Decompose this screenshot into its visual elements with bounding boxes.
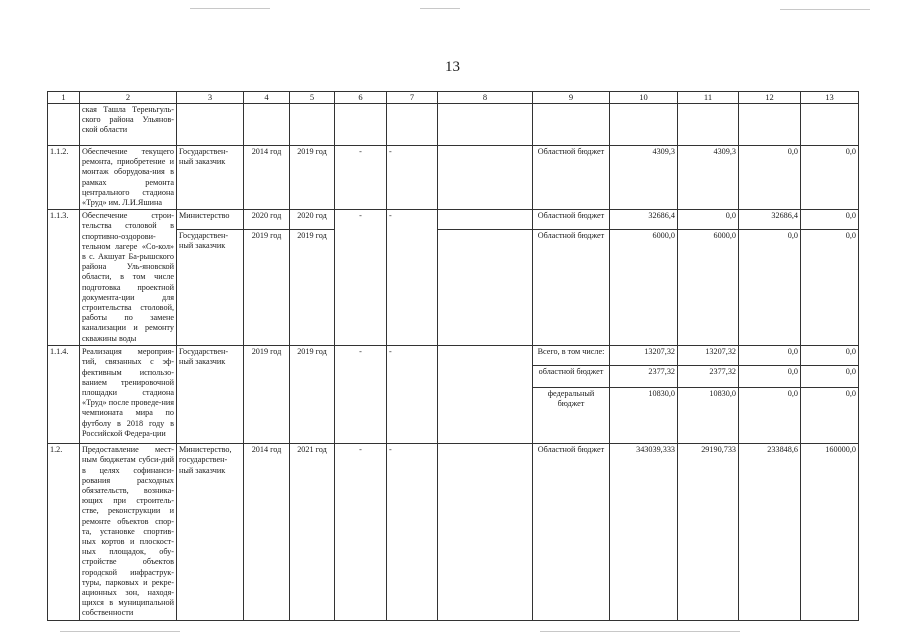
- cell-end: 2019 год: [290, 346, 335, 444]
- table-row: [48, 346, 859, 366]
- cell-c7: -: [387, 346, 438, 444]
- cell-c8: [438, 230, 533, 346]
- cell-c12: 0,0: [739, 230, 801, 346]
- cell-c7: -: [387, 444, 438, 620]
- cell-name: ская Ташла Тереньгуль-ского района Ульянов-ской области: [80, 104, 177, 146]
- cell-c11: 2377,32: [678, 366, 739, 388]
- cell-c11: 0,0: [678, 210, 739, 230]
- cell-start: 2019 год: [244, 230, 290, 346]
- cell-name: Предоставление мест-ным бюджетам субси-дий в целях софинанси-рования расходных обязательств, возника-ющих при строитель-стве, реконструкции и ремонте объектов спор-та, установке спортив-ных кортов и плоскост-ных площадок, обу-стройстве объектов городской инфраструк-туры, парковых и рекре-ационных зон, находя-щихся в муниципальной собственности: [80, 444, 177, 620]
- cell-end: 2020 год: [290, 210, 335, 230]
- cell-c8: [438, 146, 533, 210]
- cell-id: [48, 104, 80, 146]
- header-cell: 8: [438, 92, 533, 104]
- cell-c11: 29190,733: [678, 444, 739, 620]
- budget-table: [47, 91, 859, 621]
- cell-c13: 160000,0: [801, 444, 859, 620]
- table-row: [48, 444, 859, 620]
- cell-end: 2021 год: [290, 444, 335, 620]
- cell-fin-label: федеральный бюджет: [533, 388, 610, 444]
- header-cell: 12: [739, 92, 801, 104]
- header-cell: 3: [177, 92, 244, 104]
- cell-c6: -: [335, 346, 387, 444]
- cell-c10: 32686,4: [610, 210, 678, 230]
- cell-c11: [678, 104, 739, 146]
- cell-c11: 13207,32: [678, 346, 739, 366]
- cell-c13: 0,0: [801, 346, 859, 366]
- header-cell: 13: [801, 92, 859, 104]
- cell-start: 2014 год: [244, 444, 290, 620]
- cell-c10: 10830,0: [610, 388, 678, 444]
- cell-c7: -: [387, 146, 438, 210]
- cell-end: [290, 104, 335, 146]
- cell-c8: [438, 444, 533, 620]
- cell-c10: 343039,333: [610, 444, 678, 620]
- cell-c12: 0,0: [739, 388, 801, 444]
- table-row: [48, 146, 859, 210]
- cell-c12: 233848,6: [739, 444, 801, 620]
- scan-artifact: [780, 9, 870, 10]
- cell-c6: -: [335, 444, 387, 620]
- cell-name: Обеспечение текущего ремонта, приобретение и монтаж оборудова-ния в рамках ремонта центрального стадиона «Труд» им. Л.И.Яшина: [80, 146, 177, 210]
- header-cell: 11: [678, 92, 739, 104]
- cell-c13: 0,0: [801, 146, 859, 210]
- cell-c8: [438, 346, 533, 444]
- cell-c10: [610, 104, 678, 146]
- cell-c6: -: [335, 210, 387, 346]
- cell-c6: -: [335, 146, 387, 210]
- scan-artifact: [540, 631, 740, 632]
- cell-c10: 6000,0: [610, 230, 678, 346]
- header-cell: 1: [48, 92, 80, 104]
- cell-c13: [801, 104, 859, 146]
- cell-c13: 0,0: [801, 210, 859, 230]
- cell-end: 2019 год: [290, 230, 335, 346]
- cell-id: 1.1.3.: [48, 210, 80, 346]
- cell-id: 1.2.: [48, 444, 80, 620]
- cell-start: 2019 год: [244, 346, 290, 444]
- header-cell: 4: [244, 92, 290, 104]
- header-cell: 6: [335, 92, 387, 104]
- header-cell: 5: [290, 92, 335, 104]
- cell-c12: 0,0: [739, 366, 801, 388]
- cell-c10: 13207,32: [610, 346, 678, 366]
- header-cell: 10: [610, 92, 678, 104]
- cell-c6: [335, 104, 387, 146]
- cell-name: Обеспечение строи-тельства столовой в спортивно-оздорови-тельном лагере «Со-кол» в с. Акшуат Ба-рышского района Уль-яновской области, в том числе подготовка проектной документа-ции для строительства столовой, работы по замене канализации и ремонту скважины воды: [80, 210, 177, 346]
- cell-dept: [177, 104, 244, 146]
- cell-c12: 0,0: [739, 146, 801, 210]
- cell-c8: [438, 104, 533, 146]
- cell-dept: Государствен-ный заказчик: [177, 230, 244, 346]
- cell-dept: Государствен-ный заказчик: [177, 146, 244, 210]
- cell-c7: -: [387, 210, 438, 346]
- cell-c10: 4309,3: [610, 146, 678, 210]
- table-row: [48, 104, 859, 146]
- cell-c12: [739, 104, 801, 146]
- cell-fin-label: Областной бюджет: [533, 444, 610, 620]
- cell-start: [244, 104, 290, 146]
- cell-end: 2019 год: [290, 146, 335, 210]
- header-cell: 2: [80, 92, 177, 104]
- cell-fin-label: Областной бюджет: [533, 230, 610, 346]
- cell-dept: Министерство: [177, 210, 244, 230]
- scan-artifact: [60, 631, 180, 632]
- table-row: [48, 210, 859, 230]
- header-row: [48, 92, 859, 104]
- cell-c11: 6000,0: [678, 230, 739, 346]
- scan-artifact: [190, 8, 270, 9]
- cell-start: 2014 год: [244, 146, 290, 210]
- cell-c11: 10830,0: [678, 388, 739, 444]
- cell-start: 2020 год: [244, 210, 290, 230]
- cell-fin-label: Областной бюджет: [533, 146, 610, 210]
- cell-fin-label: [533, 104, 610, 146]
- header-cell: 9: [533, 92, 610, 104]
- cell-c12: 0,0: [739, 346, 801, 366]
- cell-dept: Государствен-ный заказчик: [177, 346, 244, 444]
- cell-name: Реализация мероприя-тий, связанных с эф-фективным использо-ванием тренировочной площадки стадиона «Труд» после проведе-ния чемпионата мира по футболу в 2018 году в Российской Федера-ции: [80, 346, 177, 444]
- cell-c13: 0,0: [801, 388, 859, 444]
- cell-fin-label: Всего, в том числе:: [533, 346, 610, 366]
- cell-c13: 0,0: [801, 366, 859, 388]
- cell-c11: 4309,3: [678, 146, 739, 210]
- cell-c13: 0,0: [801, 230, 859, 346]
- cell-c12: 32686,4: [739, 210, 801, 230]
- header-cell: 7: [387, 92, 438, 104]
- cell-fin-label: областной бюджет: [533, 366, 610, 388]
- cell-dept: Министерство, государствен-ный заказчик: [177, 444, 244, 620]
- cell-c10: 2377,32: [610, 366, 678, 388]
- cell-c8: [438, 210, 533, 230]
- cell-c7: [387, 104, 438, 146]
- page-number: 13: [445, 59, 460, 75]
- cell-id: 1.1.2.: [48, 146, 80, 210]
- cell-id: 1.1.4.: [48, 346, 80, 444]
- scan-artifact: [420, 8, 460, 9]
- cell-fin-label: Областной бюджет: [533, 210, 610, 230]
